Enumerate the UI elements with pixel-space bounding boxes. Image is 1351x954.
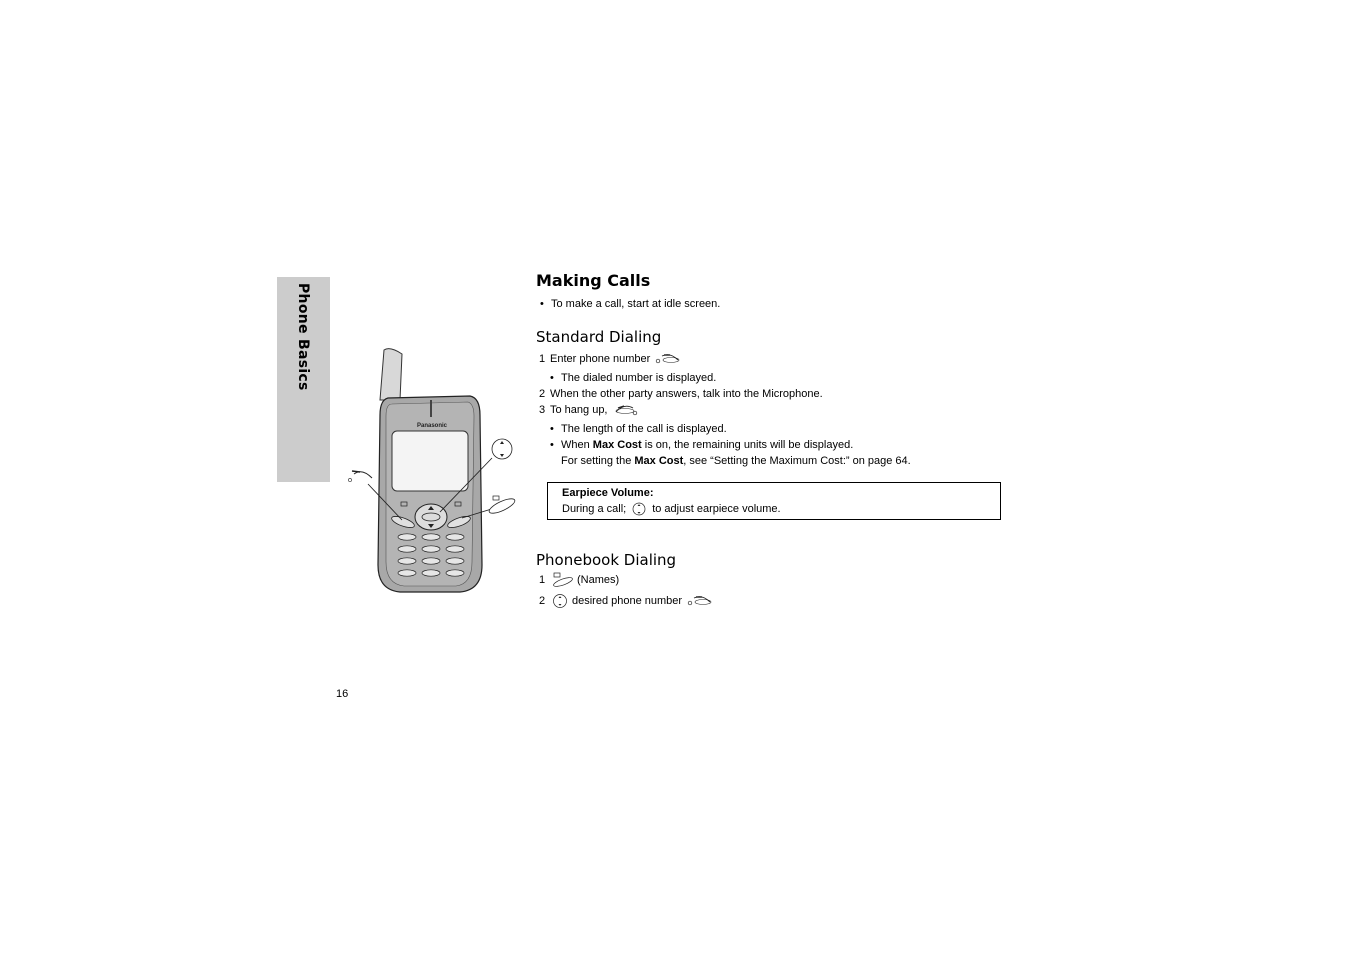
standard-step-2: 2 When the other party answers, talk into the Microphone. — [539, 388, 823, 400]
standard-step-1: 1 Enter phone number — [539, 352, 681, 366]
section-title-phonebook-dialing: Phonebook Dialing — [536, 551, 677, 569]
end-key-icon — [613, 403, 639, 417]
nav-key-icon — [552, 593, 568, 609]
phone-brand: Panasonic — [416, 423, 448, 429]
phonebook-step-2: 2 desired phone number — [539, 593, 713, 609]
standard-step-3: 3 To hang up, — [539, 403, 639, 417]
side-tab-label: Phone Basics — [295, 283, 311, 391]
send-key-icon — [655, 352, 681, 366]
section-title-standard-dialing: Standard Dialing — [536, 328, 662, 346]
standard-step-3-bullet-2-cont: For setting the Max Cost , see “Setting the Maximum Cost:” on page 64. — [561, 455, 911, 467]
note-title: Earpiece Volume: — [562, 487, 654, 499]
soft-key-icon — [552, 572, 574, 588]
earpiece-volume-note — [547, 482, 1001, 520]
side-tab — [277, 277, 330, 482]
note-text: During a call; to adjust earpiece volume. — [562, 503, 781, 515]
standard-step-1-bullet: • The dialed number is displayed. — [550, 372, 717, 384]
section-title-making-calls: Making Calls — [536, 271, 651, 290]
send-key-icon — [687, 594, 713, 608]
intro-bullet: • To make a call, start at idle screen. — [540, 298, 721, 310]
phonebook-step-1: 1 (Names) — [539, 572, 619, 588]
phone-illustration — [340, 340, 530, 602]
standard-step-3-bullet-2: • When Max Cost is on, the remaining units will be displayed. — [550, 439, 854, 451]
page-number: 16 — [336, 688, 349, 700]
nav-key-icon — [631, 502, 647, 516]
standard-step-3-bullet-1: • The length of the call is displayed. — [550, 423, 727, 435]
